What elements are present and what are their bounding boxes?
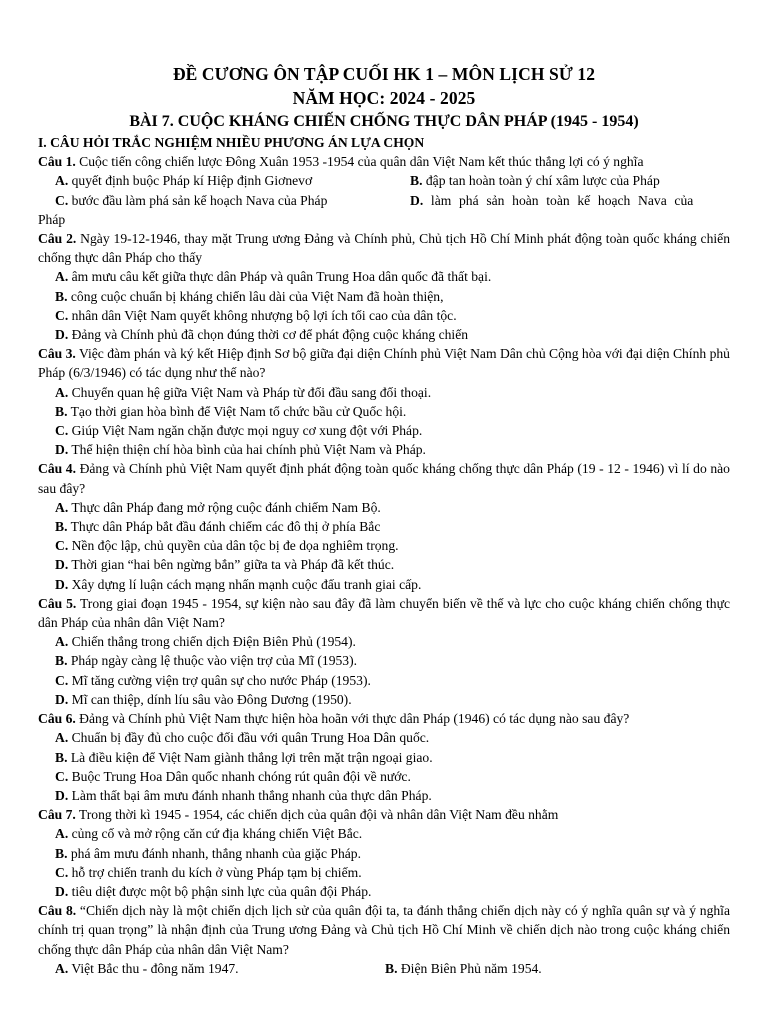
option-text: Thực dân Pháp bắt đầu đánh chiếm các đô thị ở phía Bắc — [67, 519, 381, 535]
option-a[interactable] — [38, 959, 385, 978]
option-b[interactable] — [38, 748, 730, 767]
question-6 — [38, 709, 730, 728]
option-text: âm mưu câu kết giữa thực dân Pháp và quân Trung Hoa dân quốc đã thất bại. — [68, 269, 492, 285]
option-text: bước đầu làm phá sản kế hoạch Nava của Pháp — [68, 192, 328, 208]
option-text: Giúp Việt Nam ngăn chặn được mọi nguy cơ xung đột với Pháp. — [68, 423, 423, 439]
question-label: Câu 5. — [38, 595, 77, 611]
question-text: Trong giai đoạn 1945 - 1954, sự kiện nào sau đây đã làm chuyển biến về thế và lực cho cuộc kháng chiến chống thực dân Pháp của nhân dân Việt Nam? — [38, 595, 730, 631]
option-label: C. — [55, 864, 69, 880]
option-text: Buộc Trung Hoa Dân quốc nhanh chóng rút quân đội về nước. — [68, 768, 411, 784]
option-text: Là điều kiện để Việt Nam giành thắng lợi trên mặt trận ngoại giao. — [67, 749, 433, 765]
option-a[interactable] — [38, 728, 730, 747]
option-b[interactable] — [38, 651, 730, 670]
option-text: đập tan hoàn toàn ý chí xâm lược của Pháp — [422, 173, 660, 189]
option-label: C. — [55, 423, 69, 439]
option-text: Pháp ngày càng lệ thuộc vào viện trợ của Mĩ (1953). — [67, 653, 358, 669]
options-row — [38, 171, 730, 190]
option-text: Mĩ tăng cường viện trợ quân sự cho nước Pháp (1953). — [68, 672, 371, 688]
question-label: Câu 8. — [38, 903, 77, 919]
option-text: Thời gian “hai bên ngừng bắn” giữa ta và Pháp đã kết thúc. — [68, 557, 395, 573]
option-label: C. — [55, 538, 69, 554]
option-text: Chuẩn bị đầy đủ cho cuộc đối đầu với quân Trung Hoa Dân quốc. — [68, 730, 430, 746]
question-label: Câu 2. — [38, 231, 77, 247]
options-row — [38, 191, 730, 210]
option-label: B. — [55, 653, 68, 669]
option-text: phá âm mưu đánh nhanh, thắng nhanh của giặc Pháp. — [67, 845, 361, 861]
option-text: Thể hiện thiện chí hòa bình của hai chính phủ Việt Nam và Pháp. — [68, 442, 426, 458]
question-text: Việc đàm phán và ký kết Hiệp định Sơ bộ giữa đại diện Chính phủ Việt Nam Dân chủ Cộng hòa với đại diện Chính phủ Pháp (6/3/1946) có tác dụng như thế nào? — [38, 346, 730, 381]
option-label: B. — [55, 403, 68, 419]
option-b[interactable] — [38, 517, 730, 536]
option-label: A. — [55, 384, 69, 400]
question-text: Cuộc tiến công chiến lược Đông Xuân 1953 -1954 của quân dân Việt Nam kết thúc thắng lợi có ý nghĩa — [75, 154, 644, 170]
option-d[interactable] — [410, 191, 730, 210]
option-label: C. — [55, 307, 69, 323]
option-text: hỗ trợ chiến tranh du kích ở vùng Pháp tạm bị chiếm. — [68, 864, 362, 880]
option-b[interactable] — [38, 402, 730, 421]
option-text: Thực dân Pháp đang mở rộng cuộc đánh chiếm Nam Bộ. — [68, 499, 381, 515]
option-text: công cuộc chuẩn bị kháng chiến lâu dài của Việt Nam đã hoàn thiện, — [67, 288, 444, 304]
option-b[interactable] — [385, 959, 730, 978]
option-label: A. — [55, 960, 69, 976]
question-4 — [38, 459, 730, 497]
option-text: Chiến thắng trong chiến dịch Điện Biên Phủ (1954). — [68, 634, 356, 650]
option-a[interactable] — [38, 267, 730, 286]
option-text: Chuyển quan hệ giữa Việt Nam và Pháp từ đối đầu sang đối thoại. — [68, 384, 432, 400]
option-d[interactable] — [38, 555, 730, 574]
option-text: quyết định buộc Pháp kí Hiệp định Giơnevơ — [68, 173, 313, 189]
option-label: D. — [410, 192, 424, 208]
school-year: NĂM HỌC: 2024 - 2025 — [292, 88, 476, 108]
question-1 — [38, 152, 730, 171]
option-d[interactable] — [38, 786, 730, 805]
option-label: D. — [55, 442, 69, 458]
option-c[interactable] — [38, 536, 730, 555]
option-label: A. — [55, 826, 69, 842]
question-label: Câu 1. — [38, 154, 76, 170]
question-text: Đảng và Chính phủ Việt Nam thực hiện hòa hoãn với thực dân Pháp (1946) có tác dụng nào sau đây? — [75, 711, 630, 727]
option-a[interactable] — [38, 824, 730, 843]
option-label: C. — [55, 768, 69, 784]
option-d[interactable] — [38, 882, 730, 901]
option-c[interactable] — [38, 421, 730, 440]
option-label: B. — [55, 845, 68, 861]
option-d[interactable] — [38, 690, 730, 709]
section-title: I. CÂU HỎI TRẮC NGHIỆM NHIỀU PHƯƠNG ÁN LỰA CHỌN — [38, 135, 425, 150]
question-label: Câu 6. — [38, 711, 76, 727]
option-text: nhân dân Việt Nam quyết không nhượng bộ lợi ích tối cao của dân tộc. — [68, 307, 457, 323]
option-text: làm phá sản hoàn toàn kế hoạch Nava của — [423, 192, 694, 208]
option-label: D. — [55, 787, 69, 803]
question-label: Câu 3. — [38, 346, 76, 362]
question-8 — [38, 901, 730, 959]
option-label: A. — [55, 269, 69, 285]
option-c[interactable] — [38, 863, 730, 882]
question-3 — [38, 344, 730, 382]
option-text: Nền độc lập, chủ quyền của dân tộc bị đe dọa nghiêm trọng. — [68, 538, 399, 554]
option-label: D. — [55, 883, 69, 899]
question-7 — [38, 805, 730, 824]
option-label: D. — [55, 327, 69, 343]
option-label: C. — [55, 672, 69, 688]
option-text: Điện Biên Phủ năm 1954. — [397, 960, 542, 976]
option-c[interactable] — [38, 306, 730, 325]
question-label: Câu 7. — [38, 807, 76, 823]
option-d-extra[interactable] — [38, 575, 730, 594]
option-b[interactable] — [410, 171, 730, 190]
option-a[interactable] — [38, 632, 730, 651]
option-label: D. — [55, 691, 69, 707]
question-2 — [38, 229, 730, 267]
option-a[interactable] — [38, 498, 730, 517]
option-text: Làm thất bại âm mưu đánh nhanh thắng nhanh của thực dân Pháp. — [68, 787, 432, 803]
option-d[interactable] — [38, 325, 730, 344]
options-row — [38, 959, 730, 978]
option-label: D. — [55, 557, 69, 573]
option-text: tiêu diệt được một bộ phận sinh lực của quân đội Pháp. — [68, 883, 372, 899]
option-label: A. — [55, 173, 69, 189]
option-b[interactable] — [38, 844, 730, 863]
option-text: củng cố và mở rộng căn cứ địa kháng chiến Việt Bắc. — [68, 826, 363, 842]
option-d[interactable] — [38, 440, 730, 459]
document-title: ĐỀ CƯƠNG ÔN TẬP CUỐI HK 1 – MÔN LỊCH SỬ 12 — [172, 64, 596, 84]
option-text: Việt Bắc thu - đông năm 1947. — [68, 960, 239, 976]
option-c[interactable] — [38, 191, 410, 210]
question-label: Câu 4. — [38, 461, 76, 477]
question-5 — [38, 594, 730, 632]
question-text: “Chiến dịch này là một chiến dịch lịch sử của quân đội ta, ta đánh thắng chiến dịch này có ý nghĩa quân sự và ý nghĩa chính trị quan trọng” là nhận định của Trung ương Đảng và Chủ tịch Hồ Chí Minh về chiến dịch nào trong cuộc kháng chiến chống thực dân Pháp của nhân dân Việt Nam? — [38, 903, 730, 957]
option-label: B. — [410, 173, 423, 189]
option-a[interactable] — [38, 171, 410, 190]
option-label: A. — [55, 499, 69, 515]
option-label: A. — [55, 634, 69, 650]
option-text: Tạo thời gian hòa bình để Việt Nam tổ chức bầu cử Quốc hội. — [67, 403, 407, 419]
option-label: B. — [385, 960, 398, 976]
lesson-title: BÀI 7. CUỘC KHÁNG CHIẾN CHỐNG THỰC DÂN PHÁP (1945 - 1954) — [129, 113, 639, 130]
option-c[interactable] — [38, 671, 730, 690]
question-text: Đảng và Chính phủ Việt Nam quyết định phát động toàn quốc kháng chống thực dân Pháp (19 - 12 - 1946) vì lí do nào sau đây? — [38, 461, 730, 496]
option-a[interactable] — [38, 383, 730, 402]
option-d-continuation: Pháp — [38, 211, 66, 227]
question-text: Trong thời kì 1945 - 1954, các chiến dịch của quân đội và nhân dân Việt Nam đều nhằm — [75, 807, 559, 823]
option-text: Mĩ can thiệp, dính líu sâu vào Đông Dương (1950). — [68, 691, 352, 707]
option-label: B. — [55, 519, 68, 535]
option-text: Đảng và Chính phủ đã chọn đúng thời cơ để phát động cuộc kháng chiến — [68, 327, 469, 343]
question-text: Ngày 19-12-1946, thay mặt Trung ương Đảng và Chính phủ, Chủ tịch Hồ Chí Minh phát động toàn quốc kháng chiến chống thực dân Pháp cho thấy — [38, 231, 730, 266]
option-label: A. — [55, 730, 69, 746]
option-text: Xây dựng lí luận cách mạng nhấn mạnh cuộc đấu tranh giai cấp. — [68, 576, 422, 592]
option-c[interactable] — [38, 767, 730, 786]
option-label: D. — [55, 576, 69, 592]
option-label: B. — [55, 288, 68, 304]
option-label: B. — [55, 749, 68, 765]
option-label: C. — [55, 192, 69, 208]
option-b[interactable] — [38, 287, 730, 306]
